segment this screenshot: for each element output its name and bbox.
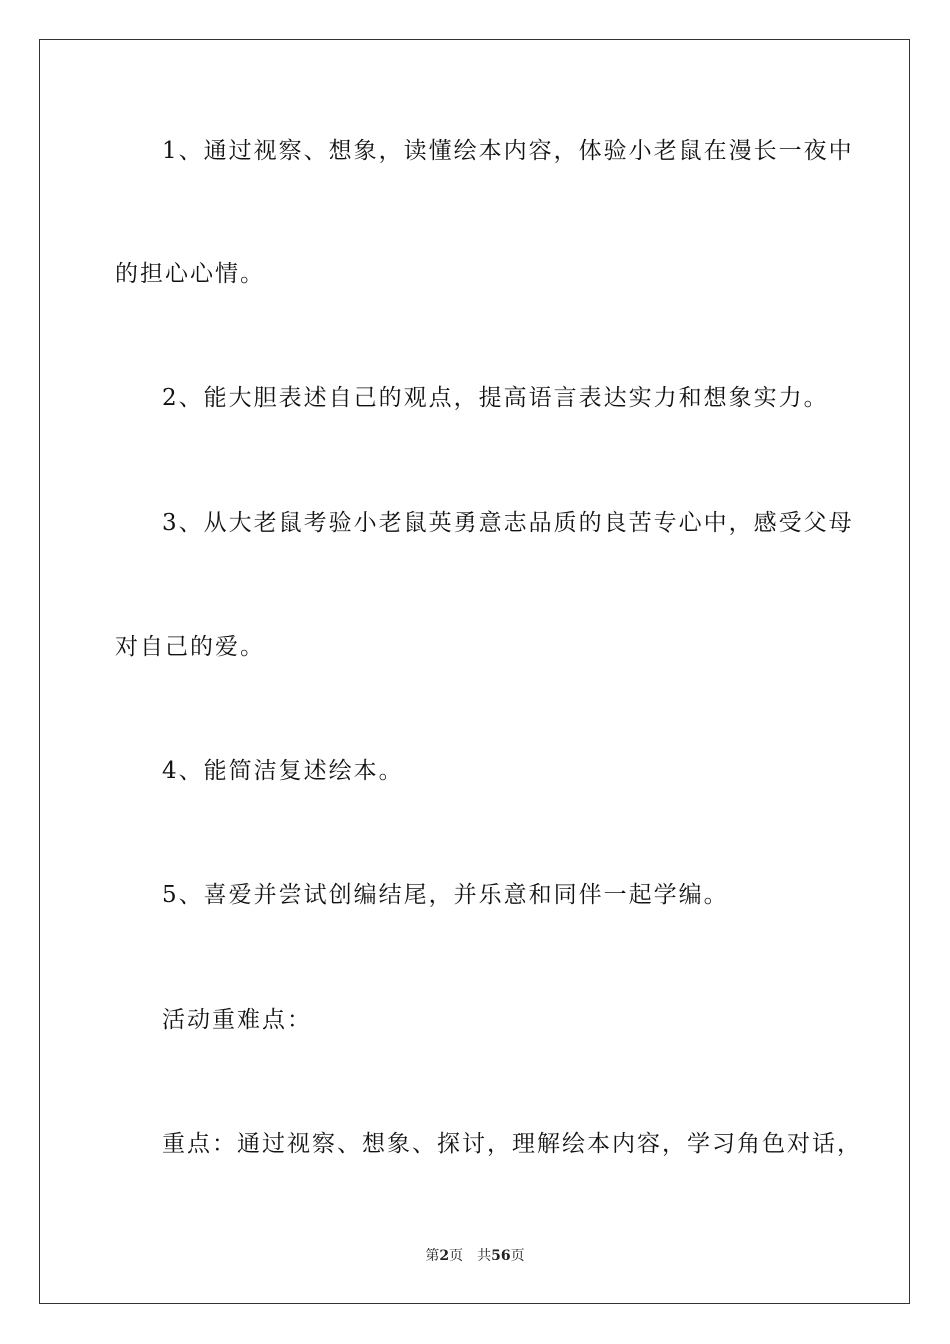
objective-5: 5、喜爱并尝试创编结尾，并乐意和同伴一起学编。 xyxy=(162,882,729,908)
objective-2: 2、能大胆表述自己的观点，提高语言表达实力和想象实力。 xyxy=(162,385,829,411)
objective-4: 4、能简洁复述绘本。 xyxy=(162,758,404,784)
page-frame xyxy=(39,39,910,1304)
objective-1-line-1: 1、通过视察、想象，读懂绘本内容，体验小老鼠在漫长一夜中 xyxy=(162,138,854,164)
page-total: 56 xyxy=(491,1248,511,1264)
page-footer xyxy=(0,1247,950,1265)
page-suffix: 页 xyxy=(449,1248,464,1264)
page-current: 2 xyxy=(439,1248,450,1264)
page-prefix: 第 xyxy=(425,1248,440,1264)
objective-1-line-2: 的担心心情。 xyxy=(115,261,265,287)
total-prefix: 共 xyxy=(477,1248,492,1264)
objective-3-line-2: 对自己的爱。 xyxy=(115,634,265,660)
objective-3-line-1: 3、从大老鼠考验小老鼠英勇意志品质的良苦专心中，感受父母 xyxy=(162,510,854,536)
key-point-line: 重点：通过视察、想象、探讨，理解绘本内容，学习角色对话， xyxy=(162,1131,862,1157)
section-heading: 活动重难点： xyxy=(162,1007,312,1033)
total-suffix: 页 xyxy=(510,1248,525,1264)
